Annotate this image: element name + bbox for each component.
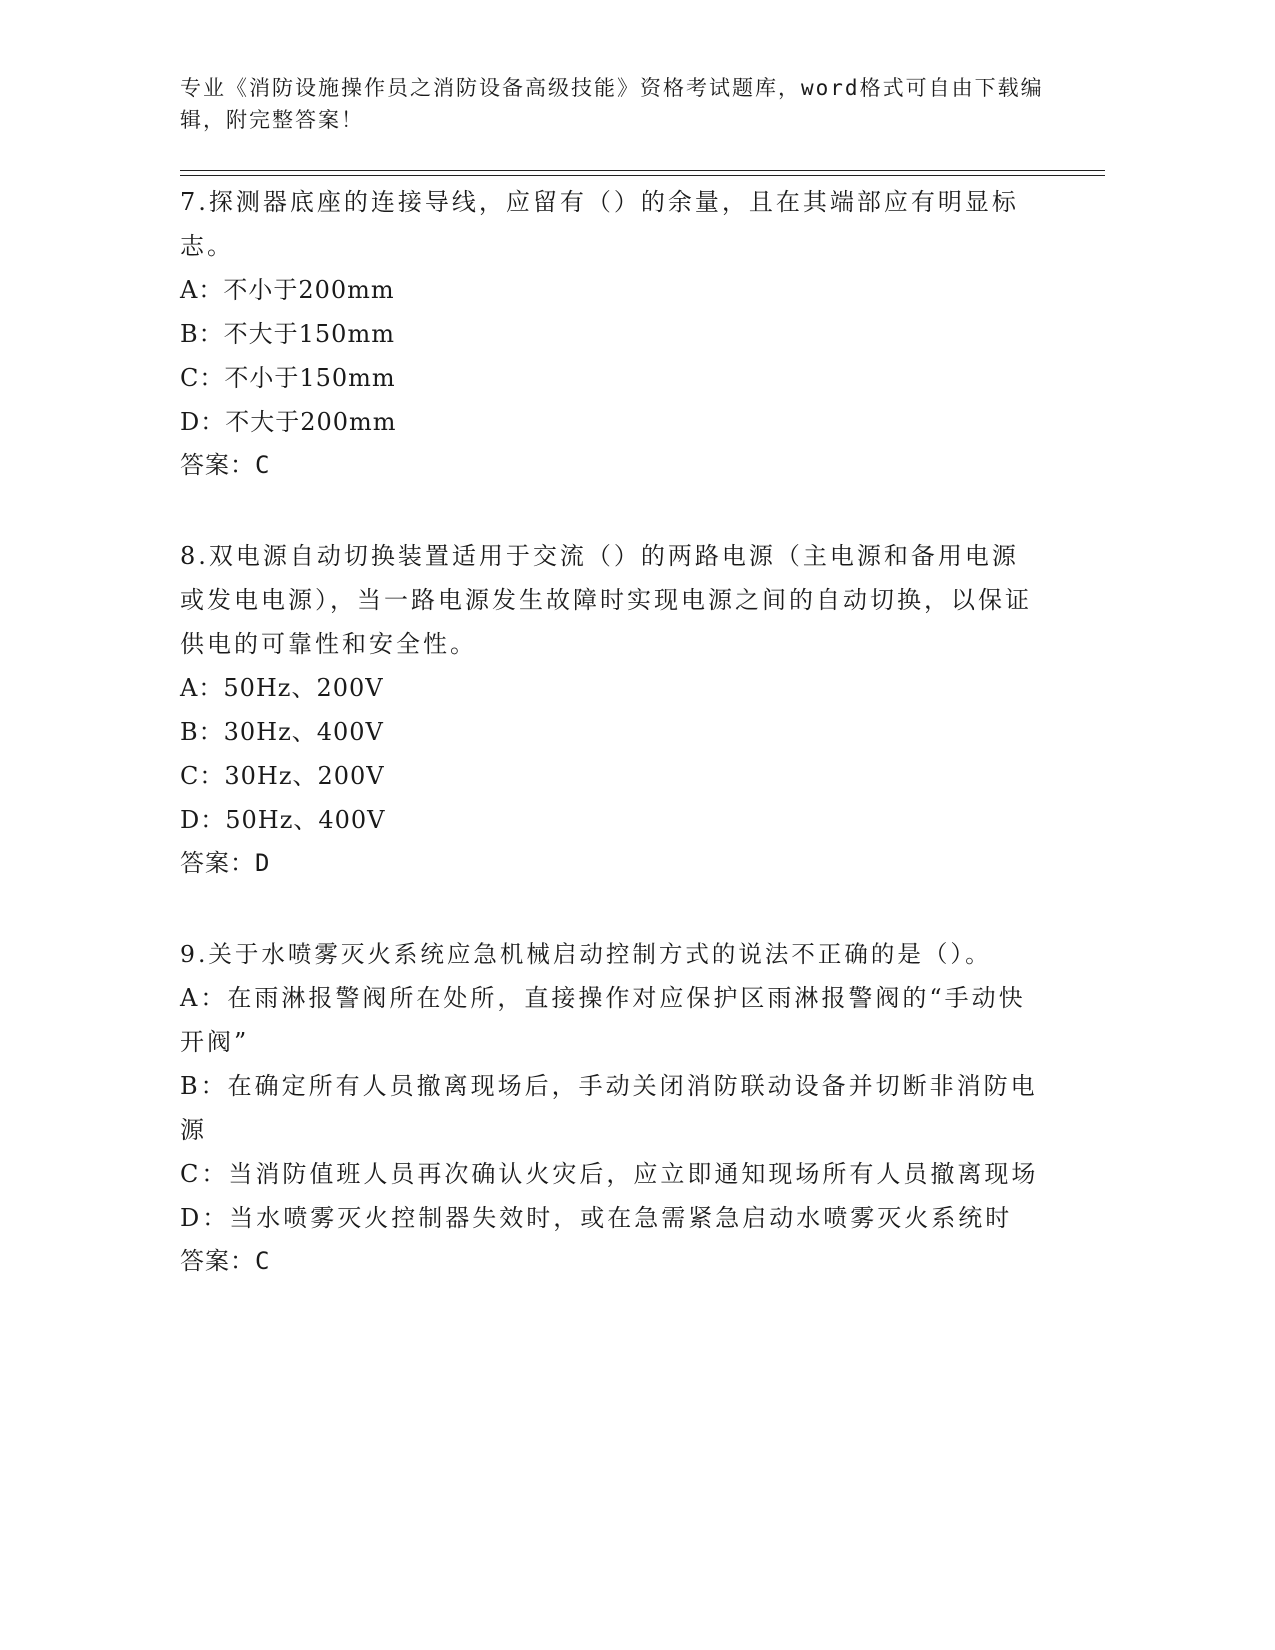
option-a: A：不小于200mm <box>180 276 395 304</box>
question-9 <box>180 932 1040 1282</box>
option-a: A：在雨淋报警阀所在处所，直接操作对应保护区雨淋报警阀的“手动快开阀” <box>180 984 1026 1056</box>
option-d: D：当水喷雾灭火控制器失效时，或在急需紧急启动水喷雾灭火系统时 <box>180 1204 1013 1232</box>
option-b: B：在确定所有人员撤离现场后，手动关闭消防联动设备并切断非消防电源 <box>180 1072 1038 1144</box>
option-b: B：不大于150mm <box>180 320 395 348</box>
option-c: C：不小于150mm <box>180 364 396 392</box>
option-a: A：50Hz、200V <box>180 674 384 702</box>
answer-line <box>180 1240 1040 1282</box>
answer-line <box>180 444 1040 486</box>
answer-label: 答案： <box>180 451 255 479</box>
question-stem: 7.探测器底座的连接导线，应留有（）的余量，且在其端部应有明显标志。 <box>180 188 1019 260</box>
question-stem: 9.关于水喷雾灭火系统应急机械启动控制方式的说法不正确的是（）。 <box>180 940 992 968</box>
document-intro: 专业《消防设施操作员之消防设备高级技能》资格考试题库，word格式可自由下载编辑，附完整答案！ <box>180 76 1044 132</box>
header-divider-bottom <box>180 175 1105 176</box>
answer-value: D <box>255 849 271 877</box>
question-7 <box>180 180 1040 486</box>
question-stem: 8.双电源自动切换装置适用于交流（）的两路电源（主电源和备用电源或发电电源），当一路电源发生故障时实现电源之间的自动切换，以保证供电的可靠性和安全性。 <box>180 542 1032 658</box>
option-c: C：当消防值班人员再次确认火灾后，应立即通知现场所有人员撤离现场 <box>180 1160 1039 1188</box>
option-d: D：50Hz、400V <box>180 806 386 834</box>
answer-label: 答案： <box>180 1247 255 1275</box>
answer-value: C <box>255 451 271 479</box>
option-c: C：30Hz、200V <box>180 762 385 790</box>
question-8 <box>180 534 1040 884</box>
question-list <box>180 180 1040 1330</box>
header-divider-top <box>180 170 1105 171</box>
answer-value: C <box>255 1247 271 1275</box>
answer-label: 答案： <box>180 849 255 877</box>
option-d: D：不大于200mm <box>180 408 397 436</box>
option-b: B：30Hz、400V <box>180 718 384 746</box>
answer-line <box>180 842 1040 884</box>
